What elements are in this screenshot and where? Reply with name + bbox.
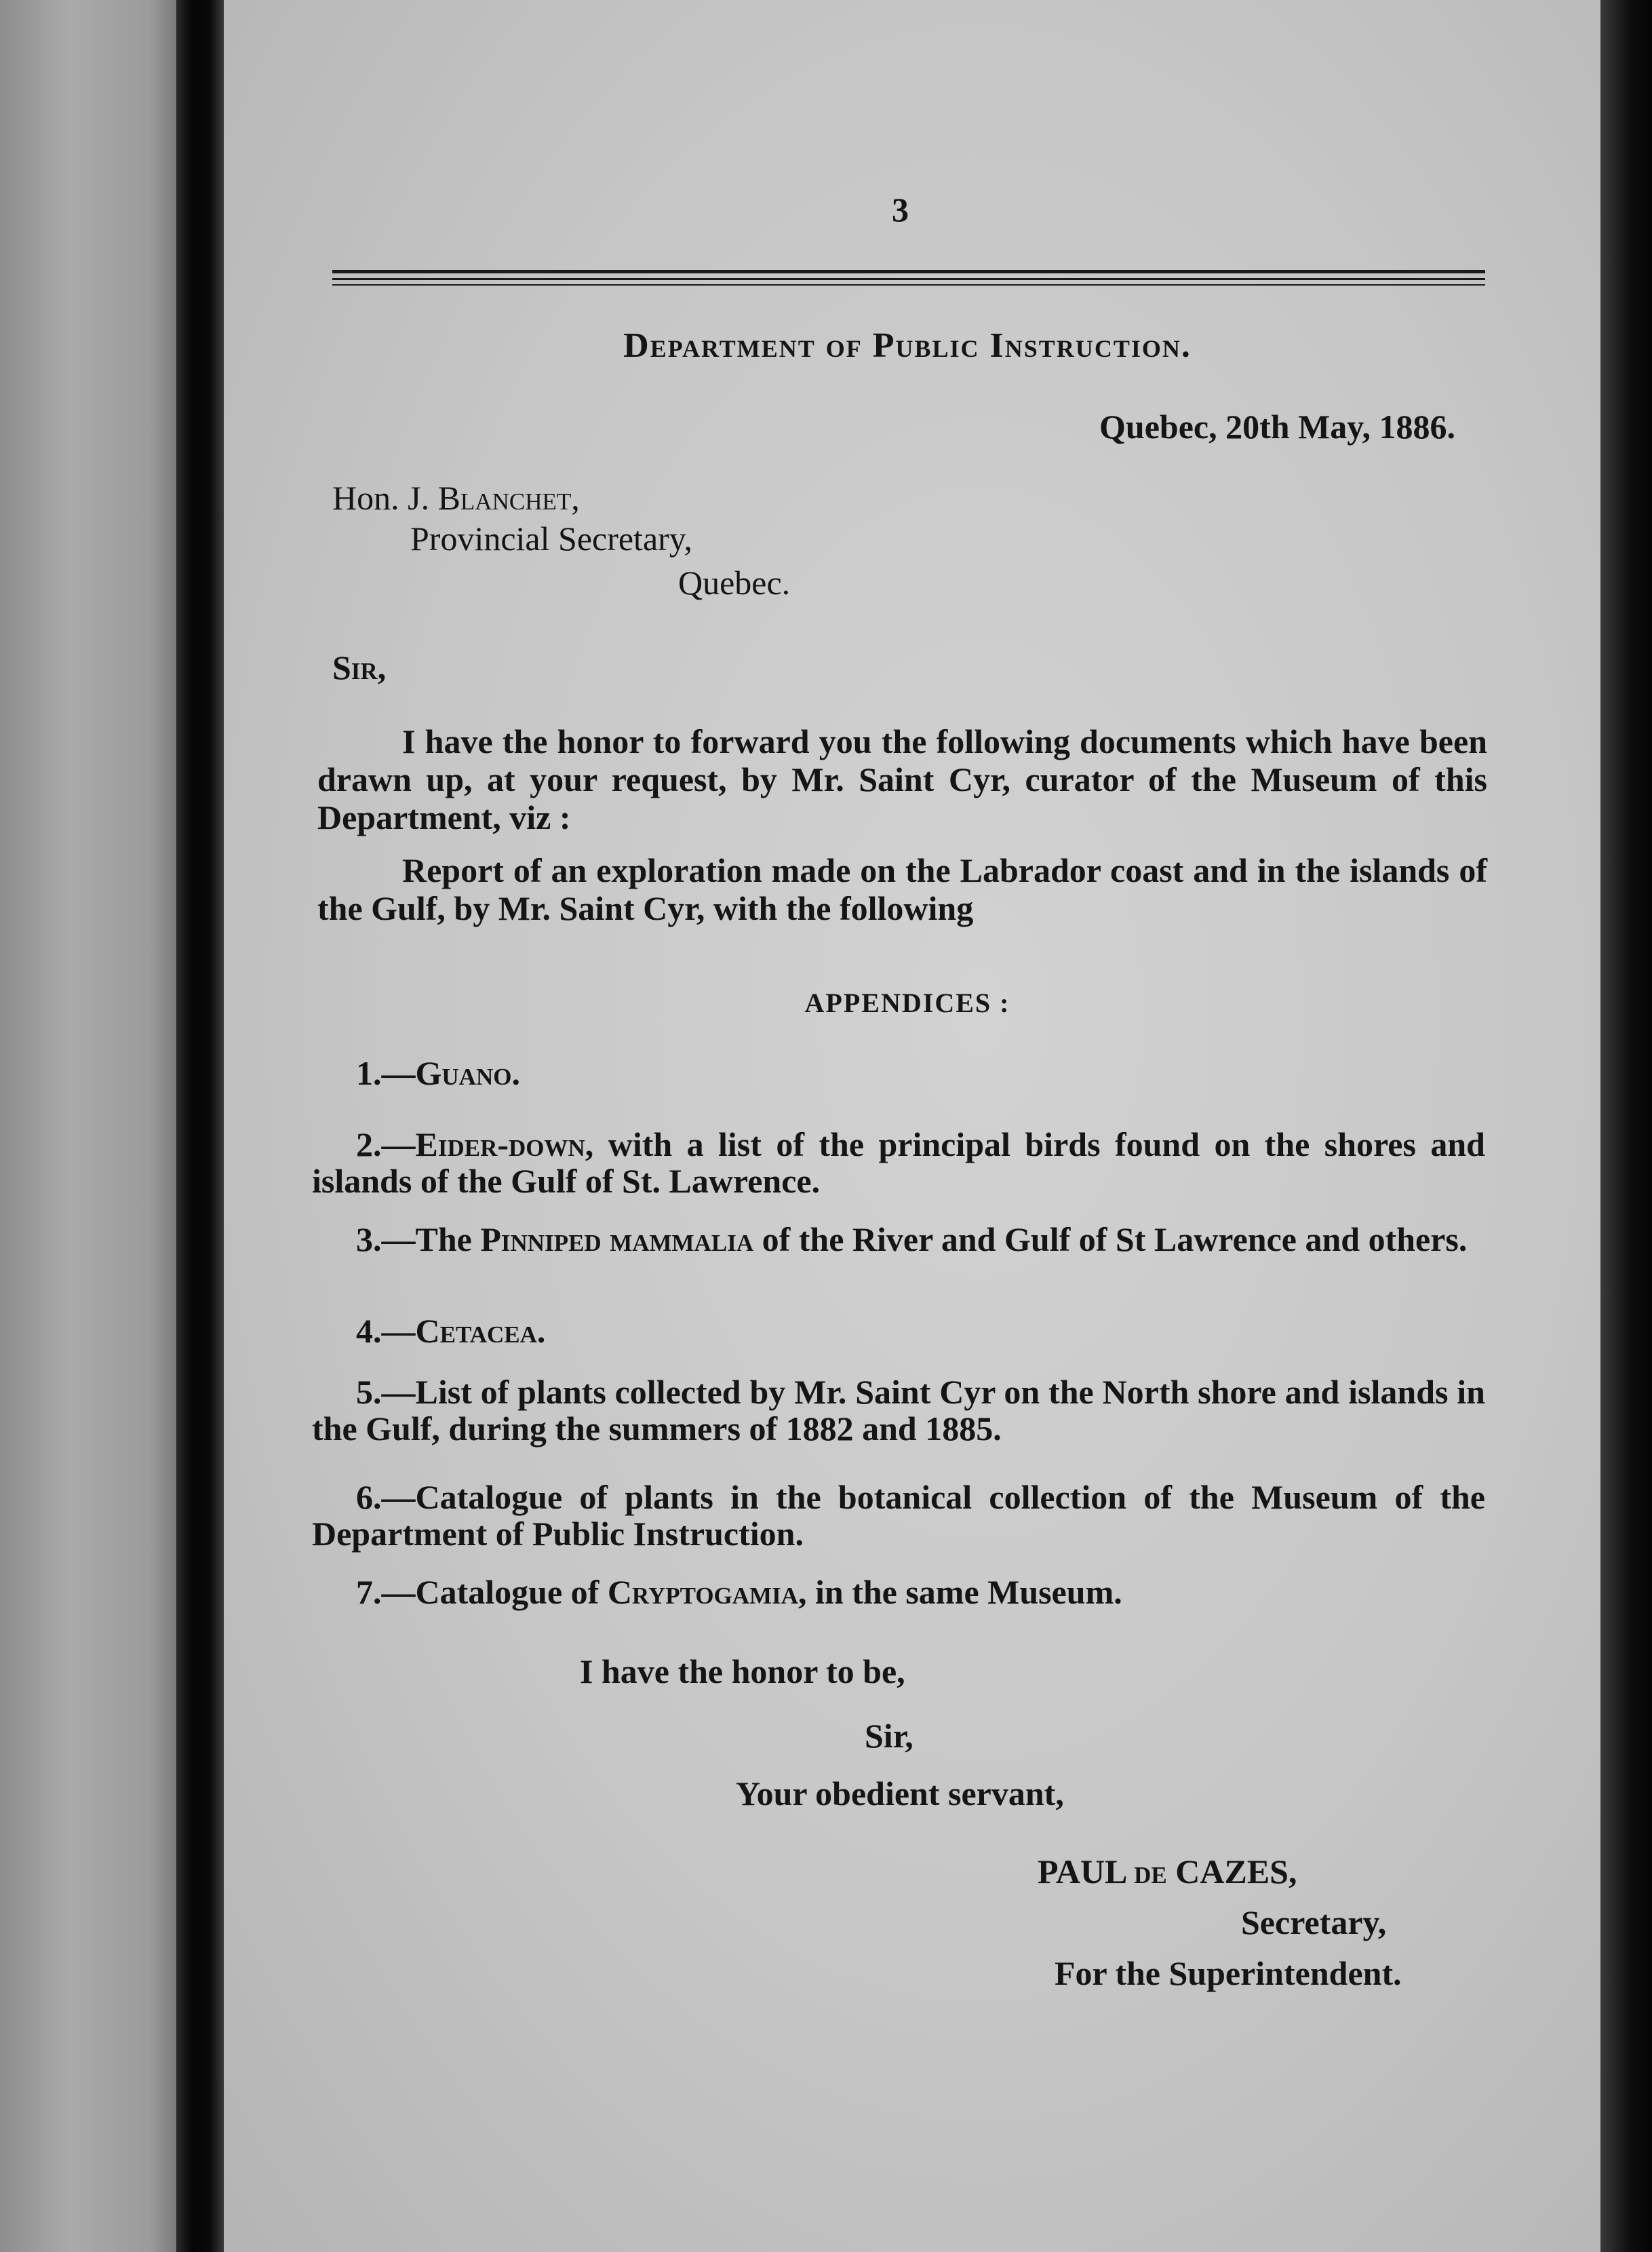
appendix-title: Cetacea. [415,1312,546,1350]
appendices-heading-text: APPENDICES : [804,988,1010,1018]
dateline: Quebec, 20th May, 1886. [1099,408,1455,446]
appendix-number: 6.— [356,1478,416,1516]
appendices-heading [0,987,1652,1019]
appendix-item-guano [312,1055,1485,1091]
appendix-pre: Catalogue of [415,1573,608,1611]
report-paragraph: Report of an exploration made on the Labrador coast and in the islands of the Gulf, by Mr. Saint Cyr, with the following [317,851,1487,927]
appendix-item-plants-list [312,1374,1485,1447]
appendix-item-eider-down [312,1126,1485,1199]
signature-title: Secretary, [1241,1903,1387,1941]
appendix-text: in the same Museum. [806,1573,1122,1611]
appendix-item-pinniped [312,1221,1485,1258]
appendix-item-cryptogamia [312,1574,1485,1610]
appendix-number: 1.— [356,1054,416,1092]
signature-for-line: For the Superintendent. [1055,1954,1402,1992]
appendix-text: of the River and Gulf of St Lawrence and others. [753,1220,1468,1258]
recipient-name: Blanchet, [437,479,580,517]
appendix-title: Eider-down, [415,1125,594,1163]
appendix-text: with a list of the principal birds found on the shores and islands of the Gulf of St. Lawrence. [312,1125,1485,1200]
department-heading [0,326,1652,366]
appendix-number: 3.— [356,1220,416,1258]
department-heading-text: Department of Public Instruction. [623,326,1192,365]
appendix-pre: The [415,1220,481,1258]
appendix-item-plants-catalogue [312,1479,1485,1552]
header-rule-middle [332,278,1485,280]
closing-line-honor: I have the honor to be, [580,1652,905,1690]
signature-particle: de [1134,1852,1167,1890]
signature-last-name: CAZES, [1166,1852,1297,1890]
page-number: 3 [892,191,909,229]
closing-line-sir: Sir, [865,1717,913,1755]
appendix-text: Catalogue of plants in the botanical collection of the Museum of the Department of Public Instruction. [312,1478,1485,1553]
header-rule-thick [332,270,1485,273]
appendix-number: 4.— [356,1312,416,1350]
recipient-prefix: Hon. J. [332,479,438,517]
intro-paragraph: I have the honor to forward you the following documents which have been drawn up, at your request, by Mr. Saint Cyr, curator of the Museum of this Department, viz : [317,722,1487,836]
appendix-number: 2.— [356,1125,416,1163]
address-line-recipient [332,478,580,518]
salutation: Sir, [332,648,387,686]
appendix-title: Guano. [415,1054,520,1092]
appendix-number: 7.— [356,1573,416,1611]
appendix-title: Pinniped mammalia [480,1220,754,1258]
header-rule-thin [332,284,1485,286]
appendix-number: 5.— [356,1373,416,1411]
address-line-city: Quebec. [678,564,791,602]
closing-line-servant: Your obedient servant, [736,1774,1064,1812]
signature-first-name: PAUL [1038,1852,1135,1890]
address-line-title: Provincial Secretary, [410,520,693,558]
appendix-item-cetacea [312,1313,1485,1349]
appendix-text: List of plants collected by Mr. Saint Cyr on the North shore and islands in the Gulf, during the summers of 1882 and 1885. [312,1373,1485,1448]
appendix-title: Cryptogamia, [607,1573,807,1611]
signature-name [1038,1852,1297,1891]
